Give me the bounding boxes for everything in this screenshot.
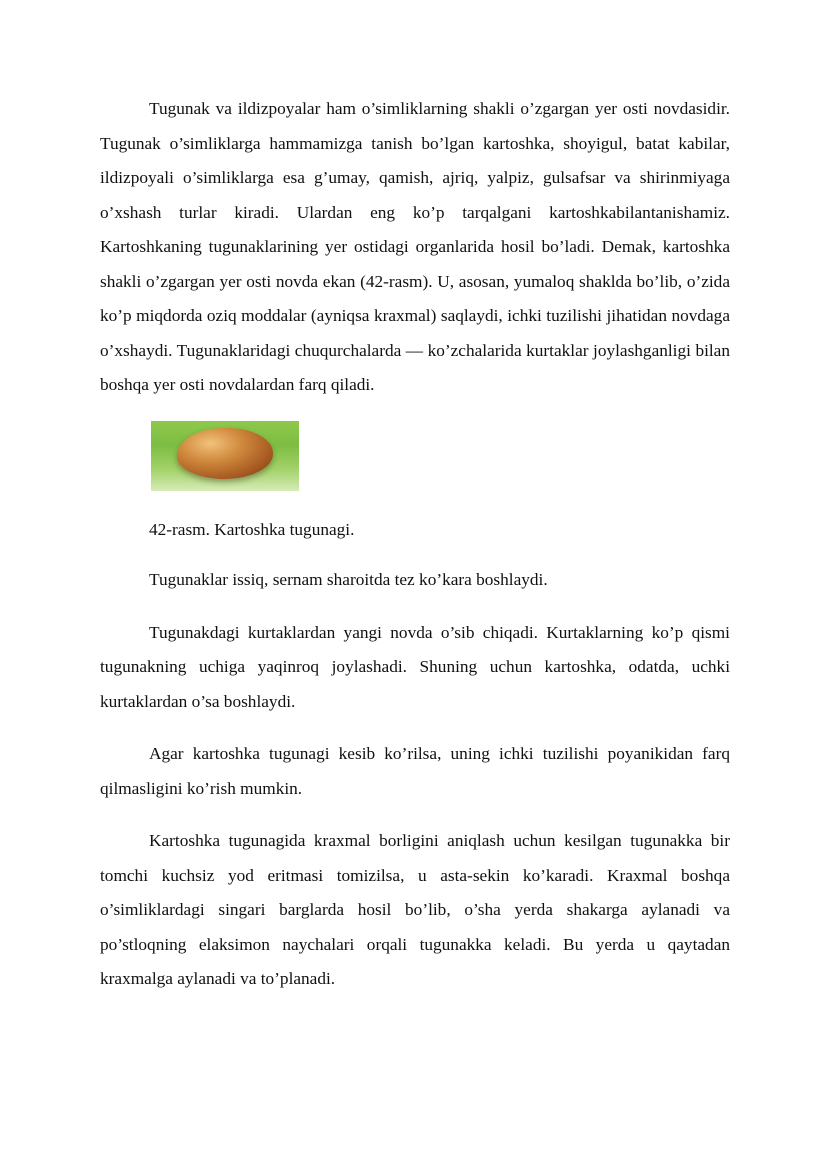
paragraph-starch: Kartoshka tugunagida kraxmal borligini aniqlash uchun kesilgan tugunakka bir tomchi kuchsiz yod eritmasi tomizilsa, u asta-sekin ko’karadi. Kraxmal boshqa o’simliklardagi singari barglarda hosil bo’lib, o’sha yerda shakarga aylanadi va po’stloqning elaksimon naychalari orqali tugunakka keladi. Bu yerda u qaytadan kraxmalga aylanadi va to’planadi. [100, 831, 730, 988]
paragraph-tubers-intro: Tugunak va ildizpoyalar ham o’simliklarning shakli o’zgargan yer osti novdasidir. Tugunak o’simliklarga hammamizga tanish bo’lgan kartoshka, shoyigul, batat kabilar, ildizpoyali o’simliklarga esa g’umay, qamish, ajriq, yalpiz, gulsafsar va shirinmiyaga o’xshash turlar kiradi. Ulardan eng ko’p tarqalgani kartoshkabilantanishamiz. Kartoshkaning tugunaklarining yer ostidagi organlarida hosil bo’ladi. Demak, kartoshka shakli o’zgargan yer osti novda ekan (42-rasm). U, asosan, yumaloq shaklda bo’lib, o’zida ko’p miqdorda oziq moddalar (ayniqsa kraxmal) saqlaydi, ichki tuzilishi jihatidan novdaga o’xshaydi. Tugunaklaridagi chuqurchalarda — ko’zchalarida kurtaklar joylashganligi bilan boshqa yer osti novdalardan farq qiladi. [100, 99, 730, 394]
paragraph-sprouting: Tugunaklar issiq, sernam sharoitda tez ko’kara boshlaydi. [149, 570, 548, 589]
potato-icon [177, 428, 273, 479]
paragraph-internal-structure: Agar kartoshka tugunagi kesib ko’rilsa, uning ichki tuzilishi poyanikidan farq qilmasligini ko’rish mumkin. [100, 744, 730, 798]
paragraph-buds: Tugunakdagi kurtaklardan yangi novda o’sib chiqadi. Kurtaklarning ko’p qismi tugunakning uchiga yaqinroq joylashadi. Shuning uchun kartoshka, odatda, uchki kurtaklardan o’sa boshlaydi. [100, 622, 730, 711]
figure-caption: 42-rasm. Kartoshka tugunagi. [149, 519, 355, 539]
document-page [100, 92, 730, 997]
potato-tuber-image [151, 421, 299, 491]
